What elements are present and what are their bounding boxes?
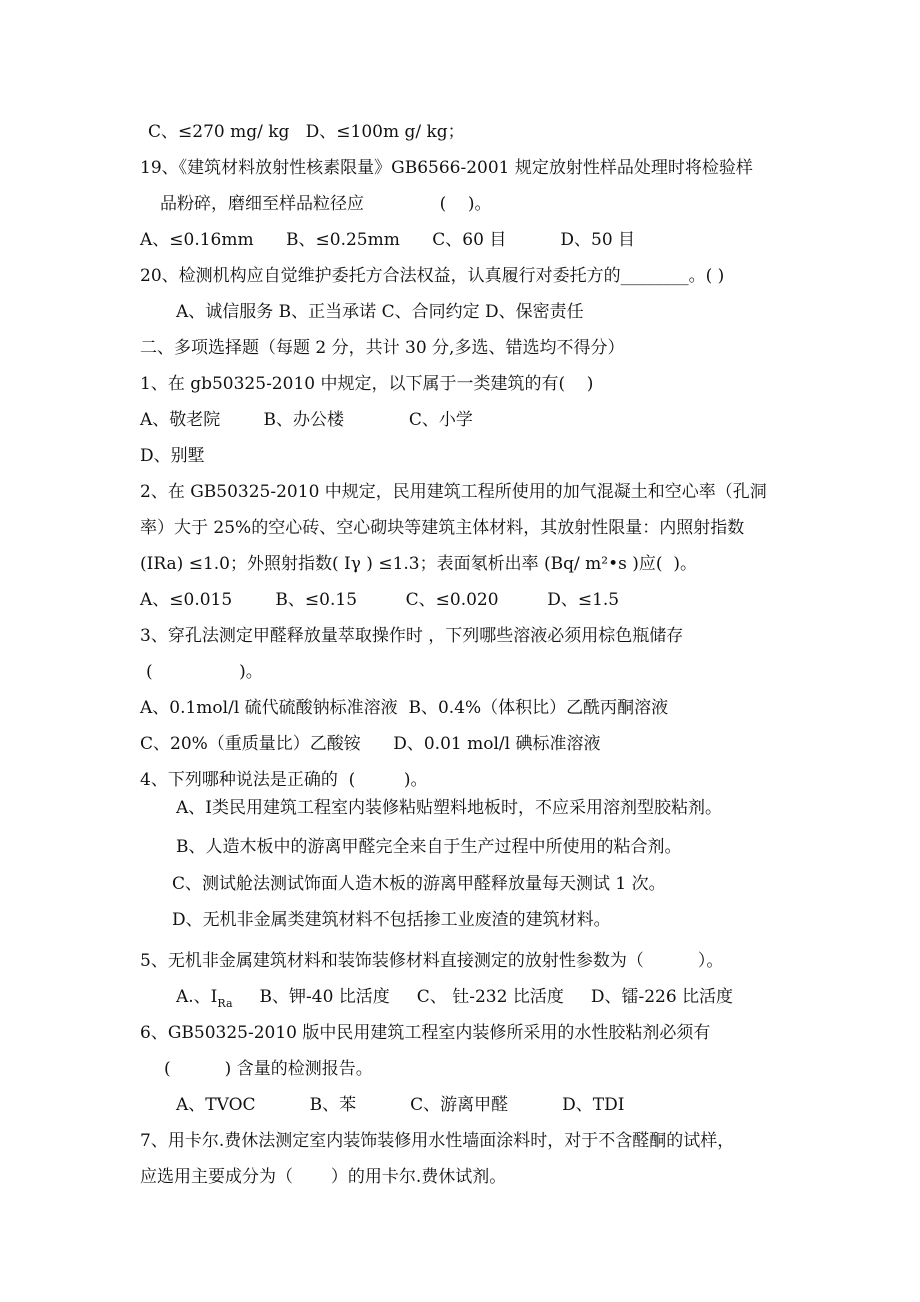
section-heading: 二、多项选择题（每题 2 分，共计 30 分,多选、错选均不得分） bbox=[140, 338, 625, 358]
mq3-stem-continued: ( )。 bbox=[146, 662, 263, 682]
mq4-option-c: C、测试舱法测试饰面人造木板的游离甲醛释放量每天测试 1 次。 bbox=[172, 874, 666, 894]
q19-stem-continued: 品粉碎，磨细至样品粒径应 ( )。 bbox=[160, 194, 492, 214]
mq1-option-d: D、别墅 bbox=[140, 446, 205, 466]
mq3-options-cd: C、20%（重质量比）乙酸铵 D、0.01 mol/l 碘标准溶液 bbox=[140, 734, 601, 754]
mq3-stem: 3、穿孔法测定甲醛释放量萃取操作时 ，下列哪些溶液必须用棕色瓶储存 bbox=[140, 626, 684, 646]
mq3-options-ab: A、0.1mol/l 硫代硫酸钠标准溶液 B、0.4%（体积比）乙酰丙酮溶液 bbox=[140, 698, 669, 718]
mq2-stem-line1: 2、在 GB50325-2010 中规定，民用建筑工程所使用的加气混凝土和空心率（孔洞 bbox=[140, 482, 767, 502]
mq5-stem: 5、无机非金属建筑材料和装饰装修材料直接测定的放射性参数为（ ）。 bbox=[140, 951, 724, 971]
mq7-stem-continued: 应选用主要成分为（ ）的用卡尔.费休试剂。 bbox=[140, 1167, 507, 1187]
q20-options: A、诚信服务 B、正当承诺 C、合同约定 D、保密责任 bbox=[176, 302, 584, 322]
q18-options-cd: C、≤270 mg/ kg D、≤100m g/ kg； bbox=[148, 122, 465, 142]
mq6-stem: 6、GB50325-2010 版中民用建筑工程室内装修所采用的水性胶粘剂必须有 bbox=[140, 1023, 711, 1043]
mq7-stem: 7、用卡尔.费休法测定室内装饰装修用水性墙面涂料时，对于不含醛酮的试样， bbox=[140, 1131, 735, 1151]
q19-options: A、≤0.16mm B、≤0.25mm C、60 目 D、50 目 bbox=[140, 230, 636, 250]
mq1-stem: 1、在 gb50325-2010 中规定，以下属于一类建筑的有( ) bbox=[140, 374, 594, 394]
mq2-stem-line3: (IRa) ≤1.0；外照射指数( Iγ ) ≤1.3；表面氡析出率 (Bq/ m²•s )应( )。 bbox=[140, 554, 697, 574]
mq4-option-a: A、Ⅰ类民用建筑工程室内装修粘贴塑料地板时，不应采用溶剂型胶粘剂。 bbox=[176, 798, 722, 818]
mq5-option-a-subscript: Ra bbox=[217, 997, 233, 1010]
mq2-stem-line2: 率）大于 25%的空心砖、空心砌块等建筑主体材料，其放射性限量：内照射指数 bbox=[140, 518, 745, 538]
mq5-options-rest: B、钾-40 比活度 C、 钍-232 比活度 D、镭-226 比活度 bbox=[232, 987, 734, 1007]
mq4-stem: 4、下列哪种说法是正确的 ( )。 bbox=[140, 770, 428, 790]
mq6-options: A、TVOC B、苯 C、游离甲醛 D、TDI bbox=[176, 1095, 625, 1115]
mq2-options: A、≤0.015 B、≤0.15 C、≤0.020 D、≤1.5 bbox=[140, 590, 620, 610]
q19-stem: 19、《建筑材料放射性核素限量》GB6566-2001 规定放射性样品处理时将检验样 bbox=[140, 158, 753, 178]
mq6-stem-continued: ( ) 含量的检测报告。 bbox=[164, 1059, 373, 1079]
q20-stem: 20、检测机构应自觉维护委托方合法权益，认真履行对委托方的________。( ) bbox=[140, 266, 725, 286]
mq5-options bbox=[176, 986, 733, 1010]
mq1-options: A、敬老院 B、办公楼 C、小学 bbox=[140, 410, 473, 430]
mq4-option-d: D、无机非金属类建筑材料不包括掺工业废渣的建筑材料。 bbox=[172, 910, 611, 930]
mq5-option-a-prefix: A.、I bbox=[176, 987, 218, 1007]
mq4-option-b: B、人造木板中的游离甲醛完全来自于生产过程中所使用的粘合剂。 bbox=[176, 837, 682, 857]
